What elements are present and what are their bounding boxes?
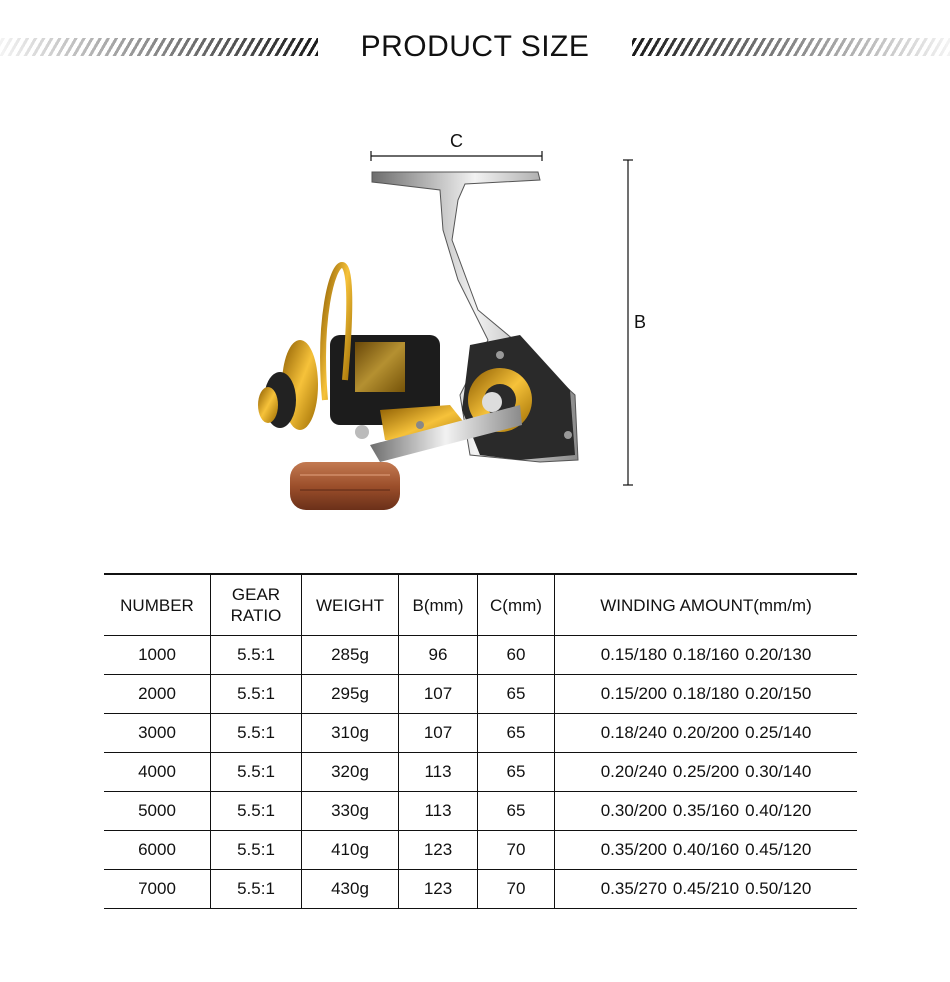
header-winding-amount: WINDING AMOUNT(mm/m) xyxy=(555,574,858,636)
fishing-reel-image xyxy=(240,150,600,520)
cell-b: 107 xyxy=(399,675,478,714)
winding-value: 0.18/160 xyxy=(672,645,740,664)
table-row xyxy=(104,675,857,714)
winding-value: 0.35/160 xyxy=(672,801,740,820)
table-row xyxy=(104,870,857,909)
cell-gear-ratio: 5.5:1 xyxy=(211,831,302,870)
cell-number: 5000 xyxy=(104,792,211,831)
cell-b: 113 xyxy=(399,792,478,831)
cell-number: 4000 xyxy=(104,753,211,792)
cell-gear-ratio: 5.5:1 xyxy=(211,753,302,792)
cell-gear-ratio: 5.5:1 xyxy=(211,714,302,753)
winding-value: 0.40/160 xyxy=(672,840,740,859)
winding-value: 0.18/240 xyxy=(600,723,667,742)
cell-winding-amount xyxy=(555,714,858,753)
cell-c: 70 xyxy=(478,831,555,870)
cell-weight: 330g xyxy=(302,792,399,831)
table-row xyxy=(104,714,857,753)
winding-value: 0.50/120 xyxy=(745,879,812,898)
cell-b: 107 xyxy=(399,714,478,753)
cell-winding-amount xyxy=(555,792,858,831)
winding-value: 0.35/270 xyxy=(600,879,667,898)
table-row xyxy=(104,753,857,792)
winding-value: 0.30/200 xyxy=(600,801,667,820)
cell-number: 3000 xyxy=(104,714,211,753)
table-row xyxy=(104,792,857,831)
spec-table xyxy=(104,573,857,909)
header-gear-ratio-text: GEAR RATIO xyxy=(230,585,282,625)
winding-value: 0.45/210 xyxy=(672,879,740,898)
cell-c: 65 xyxy=(478,753,555,792)
winding-value: 0.18/180 xyxy=(672,684,740,703)
page-title: PRODUCT SIZE xyxy=(360,30,590,63)
winding-value: 0.20/130 xyxy=(745,645,812,664)
cell-number: 6000 xyxy=(104,831,211,870)
winding-value: 0.15/180 xyxy=(600,645,667,664)
cell-weight: 320g xyxy=(302,753,399,792)
cell-winding-amount xyxy=(555,753,858,792)
cell-c: 65 xyxy=(478,792,555,831)
cell-number: 1000 xyxy=(104,636,211,675)
winding-value: 0.25/200 xyxy=(672,762,740,781)
cell-number: 2000 xyxy=(104,675,211,714)
cell-gear-ratio: 5.5:1 xyxy=(211,636,302,675)
cell-weight: 430g xyxy=(302,870,399,909)
cell-number: 7000 xyxy=(104,870,211,909)
cell-b: 113 xyxy=(399,753,478,792)
cell-b: 123 xyxy=(399,870,478,909)
cell-b: 123 xyxy=(399,831,478,870)
cell-winding-amount xyxy=(555,636,858,675)
winding-value: 0.40/120 xyxy=(745,801,812,820)
cell-c: 60 xyxy=(478,636,555,675)
winding-value: 0.20/200 xyxy=(672,723,740,742)
cell-weight: 410g xyxy=(302,831,399,870)
winding-value: 0.30/140 xyxy=(745,762,812,781)
cell-gear-ratio: 5.5:1 xyxy=(211,675,302,714)
header-c: C(mm) xyxy=(478,574,555,636)
winding-value: 0.20/150 xyxy=(745,684,812,703)
winding-value: 0.45/120 xyxy=(745,840,812,859)
table-row xyxy=(104,636,857,675)
winding-value: 0.15/200 xyxy=(600,684,667,703)
cell-weight: 310g xyxy=(302,714,399,753)
cell-b: 96 xyxy=(399,636,478,675)
header-gear-ratio xyxy=(211,574,302,636)
dimension-b-label: B xyxy=(634,312,647,332)
cell-c: 70 xyxy=(478,870,555,909)
table-header-row xyxy=(104,574,857,636)
cell-winding-amount xyxy=(555,675,858,714)
header-b: B(mm) xyxy=(399,574,478,636)
cell-c: 65 xyxy=(478,675,555,714)
cell-weight: 285g xyxy=(302,636,399,675)
header-number: NUMBER xyxy=(104,574,211,636)
cell-weight: 295g xyxy=(302,675,399,714)
winding-value: 0.20/240 xyxy=(600,762,667,781)
winding-value: 0.35/200 xyxy=(600,840,667,859)
header-weight: WEIGHT xyxy=(302,574,399,636)
cell-c: 65 xyxy=(478,714,555,753)
cell-winding-amount xyxy=(555,831,858,870)
dimension-c-label: C xyxy=(450,131,463,151)
cell-winding-amount xyxy=(555,870,858,909)
cell-gear-ratio: 5.5:1 xyxy=(211,792,302,831)
table-row xyxy=(104,831,857,870)
cell-gear-ratio: 5.5:1 xyxy=(211,870,302,909)
winding-value: 0.25/140 xyxy=(745,723,812,742)
